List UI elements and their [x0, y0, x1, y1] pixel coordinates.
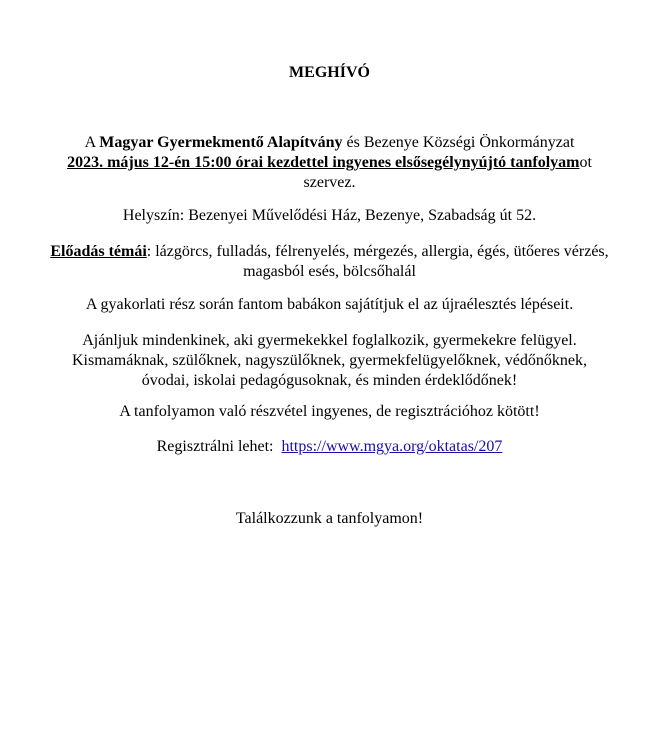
intro-suffix: ot szervez.: [303, 154, 592, 191]
intro-prefix: A: [84, 134, 100, 151]
closing-line: Találkozzunk a tanfolyamon!: [235, 510, 424, 527]
intro-middle: és Bezenye Községi Önkormányzat: [342, 134, 575, 151]
registration-label: Regisztrálni lehet:: [156, 438, 274, 455]
venue-line: Helyszín: Bezenyei Művelődési Ház, Bezenye, Szabadság út 52.: [122, 207, 537, 224]
intro-paragraph: [50, 133, 609, 193]
audience-paragraph: Ajánljuk mindenkinek, aki gyermekekkel foglalkozik, gyermekekre felügyel. Kismamáknak, szülőknek, nagyszülőknek, gyermekfelügyelőknek, védőnőknek, óvodai, iskolai pedagógusoknak, és minden érdeklődőnek!: [72, 332, 587, 389]
topics-paragraph: [50, 242, 609, 282]
practice-paragraph: A gyakorlati rész során fantom babákon sajátítjuk el az újraélesztés lépéseit.: [85, 296, 574, 313]
event-date-text: 2023. május 12-én 15:00 órai kezdettel ingyenes elsősegélynyújtó tanfolyam: [67, 154, 580, 171]
organization-name: Magyar Gyermekmentő Alapítvány: [99, 134, 343, 151]
topics-text: : lázgörcs, fulladás, félrenyelés, mérgezés, allergia, égés, ütőeres vérzés, magasból esés, bölcsőhalál: [146, 243, 609, 280]
registration-link[interactable]: https://www.mgya.org/oktatas/207: [281, 438, 503, 455]
free-note: A tanfolyamon való részvétel ingyenes, de regisztrációhoz kötött!: [119, 403, 540, 420]
registration-line: [50, 437, 609, 457]
page-title: MEGHÍVÓ: [289, 64, 370, 81]
topics-label: Előadás témái: [50, 243, 147, 260]
